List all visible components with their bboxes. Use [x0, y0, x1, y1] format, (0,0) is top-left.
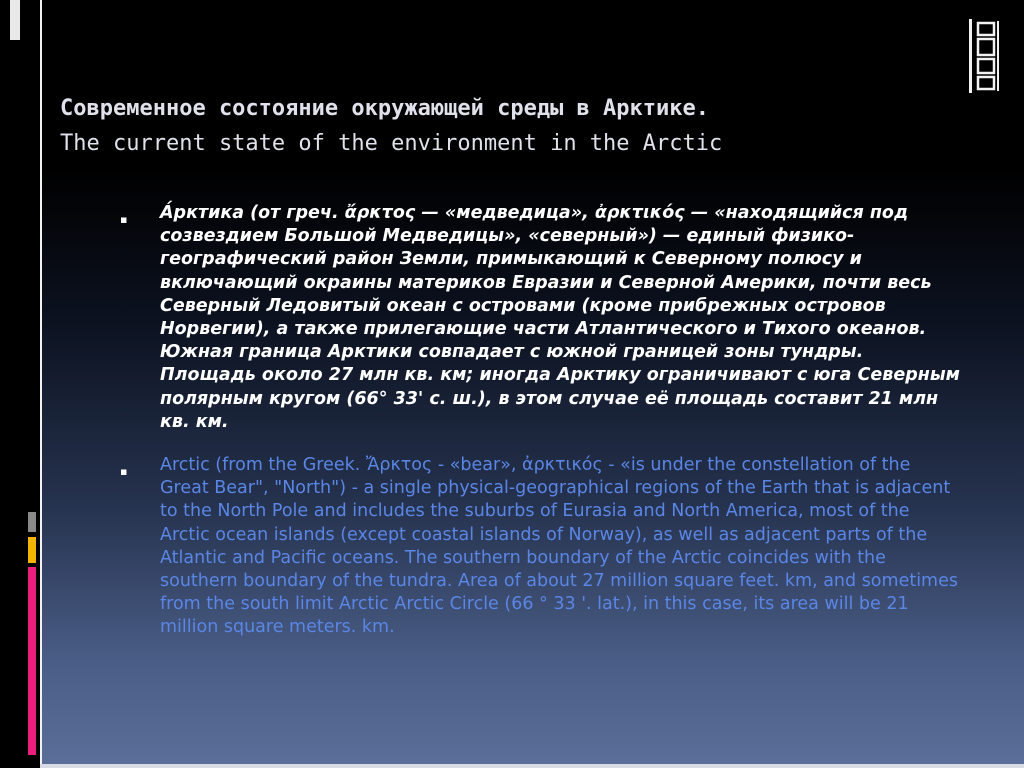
bottom-rule	[40, 764, 1024, 768]
accent-bar-yellow	[28, 537, 36, 563]
accent-bar-pink	[28, 567, 36, 755]
bullet-text-russian: А́рктика (от греч. ἄρκτος — «медведица», ἀρκτικός — «находящийся под созвездием Большой Медведицы», «северный») — единый физико-географический район Земли, примыкающий к Северному полюсу и включающий окраины материков Евразии и Северной Америки, почти весь Северный Ледовитый океан с островами (кроме прибрежных островов Норвегии), а также прилегающие части Атлантического и Тихого океанов. Южная граница Арктики совпадает с южной границей зоны тундры. Площадь около 27 млн кв. км; иногда Арктику ограничивают с юга Северным полярным кругом (66° 33' с. ш.), в этом случае её площадь составит 21 млн кв. км.	[160, 203, 960, 432]
window-panes-icon	[969, 17, 999, 95]
title-english: The current state of the environment in the Arctic	[60, 131, 723, 156]
bullet-item-english	[120, 454, 960, 640]
bullet-icon: ▪	[120, 213, 128, 226]
title-russian: Современное состояние окружающей среды в Арктике.	[60, 96, 710, 121]
bullet-item-russian	[120, 202, 960, 434]
slide-content	[120, 202, 960, 640]
bullet-text-english: Arctic (from the Greek. Ἄρκτος - «bear», ἀρκτικός - «is under the constellation of the Great Bear", "North") - a single physical-geographical regions of the Earth that is adjacent to the North Pole and includes the suburbs of Eurasia and North America, most of the Arctic ocean islands (except coastal islands of Norway), as well as adjacent parts of the Atlantic and Pacific oceans. The southern boundary of the Arctic coincides with the southern boundary of the tundra. Area of about 27 million square feet. km, and sometimes from the south limit Arctic Arctic Circle (66 ° 33 '. lat.), in this case, its area will be 21 million square meters. km.	[160, 455, 958, 638]
left-rule	[40, 0, 42, 768]
accent-bar-gray	[28, 512, 36, 532]
slide-title	[60, 91, 980, 161]
top-decoration	[10, 0, 20, 40]
bullet-icon: ▪	[120, 465, 128, 479]
